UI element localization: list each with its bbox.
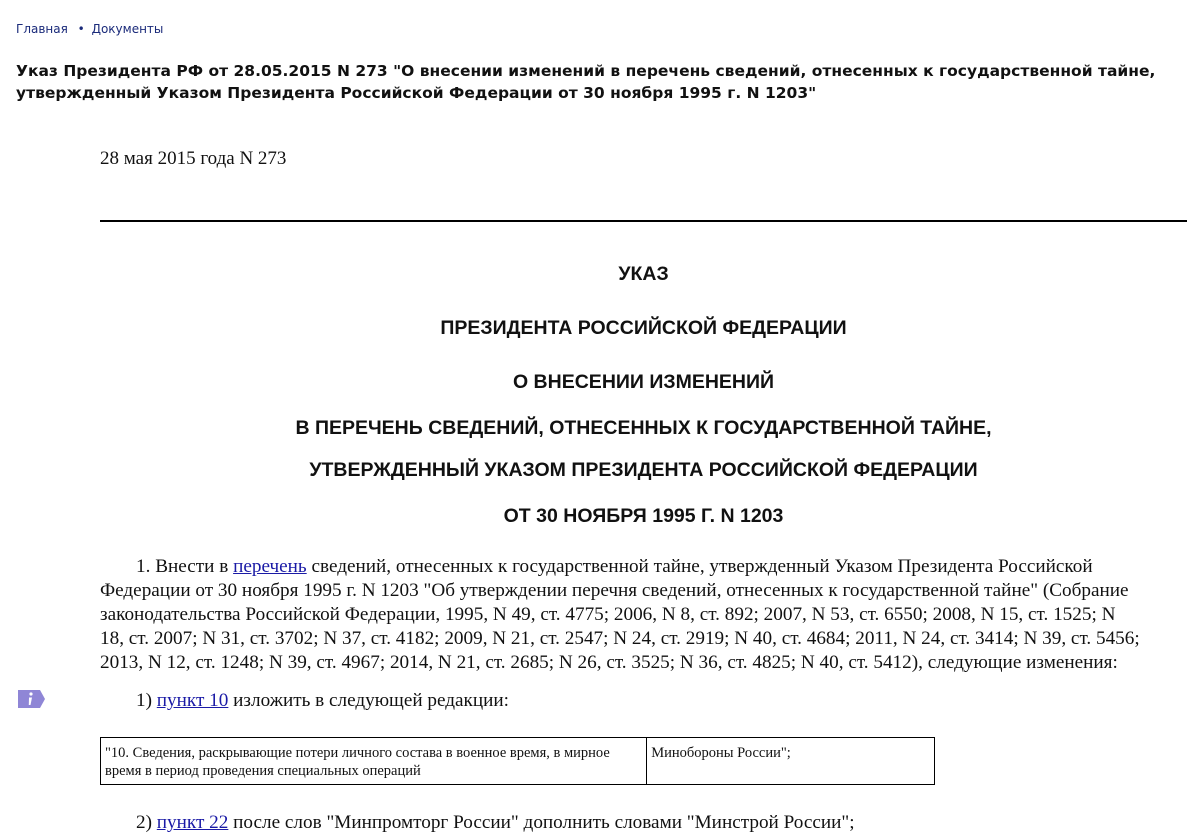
amendment-table (100, 737, 935, 785)
paragraph-1-line-5: 2013, N 12, ст. 1248; N 39, ст. 4967; 2014, N 21, ст. 2685; N 26, ст. 3525; N 36, ст. 4825; N 40, ст. 5412), следующие изменения: (100, 652, 1118, 673)
item-1-prefix: 1) (136, 690, 157, 711)
breadcrumb-home-link[interactable]: Главная (16, 22, 68, 36)
page-title: Указ Президента РФ от 28.05.2015 N 273 "О внесении изменений в перечень сведений, отнесенных к государственной тайне, утвержденный Указом Президента Российской Федерации от 30 ноября 1995 г. N 1203" (16, 62, 1156, 102)
paragraph-1 (100, 555, 1190, 675)
document-date-number: 28 мая 2015 года N 273 (100, 148, 287, 169)
point-10-link[interactable]: пункт 10 (156, 690, 229, 711)
paragraph-1-line-1 (100, 555, 1190, 579)
heading-line-president: ПРЕЗИДЕНТА РОССИЙСКОЙ ФЕДЕРАЦИИ (440, 317, 847, 339)
heading-line-decree: УКАЗ (618, 263, 669, 285)
breadcrumb-documents-link[interactable]: Документы (91, 22, 164, 36)
horizontal-rule (100, 220, 1187, 222)
table-row (101, 738, 935, 785)
heading-line-amendments: О ВНЕСЕНИИ ИЗМЕНЕНИЙ (512, 371, 775, 393)
table-cell-authority: Минобороны России"; (647, 738, 935, 785)
paragraph-1-line-4: 18, ст. 2007; N 31, ст. 3702; N 37, ст. 4182; 2009, N 21, ст. 2547; N 24, ст. 2919; N 40, ст. 4684; 2011, N 24, ст. 3414; N 39, ст. 5456; (100, 628, 1140, 649)
table-cell-description: "10. Сведения, раскрывающие потери личного состава в военное время, в мирное время в период проведения специальных операций (101, 738, 647, 785)
item-2-prefix: 2) (136, 812, 157, 833)
list-link[interactable]: перечень (233, 556, 307, 577)
item-1 (136, 690, 509, 712)
info-icon[interactable] (16, 688, 46, 710)
paragraph-1-line-2: Федерации от 30 ноября 1995 г. N 1203 "Об утверждении перечня сведений, отнесенных к государственной тайне" (Собрание (100, 580, 1129, 601)
paragraph-1-line-1-rest: сведений, отнесенных к государственной тайне, утвержденный Указом Президента Российской (306, 556, 1093, 577)
breadcrumb-separator: • (77, 22, 85, 36)
paragraph-1-lead: 1. Внести в (136, 556, 234, 577)
item-2 (136, 812, 855, 834)
heading-line-date: ОТ 30 НОЯБРЯ 1995 Г. N 1203 (503, 505, 784, 527)
heading-line-list: В ПЕРЕЧЕНЬ СВЕДЕНИЙ, ОТНЕСЕННЫХ К ГОСУДАРСТВЕННОЙ ТАЙНЕ, (295, 417, 992, 439)
item-2-text: после слов "Минпромторг России" дополнить словами "Минстрой России"; (228, 812, 855, 833)
item-1-text: изложить в следующей редакции: (228, 690, 510, 711)
paragraph-1-line-3: законодательства Российской Федерации, 1995, N 49, ст. 4775; 2006, N 8, ст. 892; 2007, N 53, ст. 6550; 2008, N 15, ст. 1525; N (100, 604, 1116, 625)
heading-line-approved: УТВЕРЖДЕННЫЙ УКАЗОМ ПРЕЗИДЕНТА РОССИЙСКОЙ ФЕДЕРАЦИИ (309, 459, 978, 481)
breadcrumb (16, 22, 163, 36)
point-22-link[interactable]: пункт 22 (156, 812, 229, 833)
